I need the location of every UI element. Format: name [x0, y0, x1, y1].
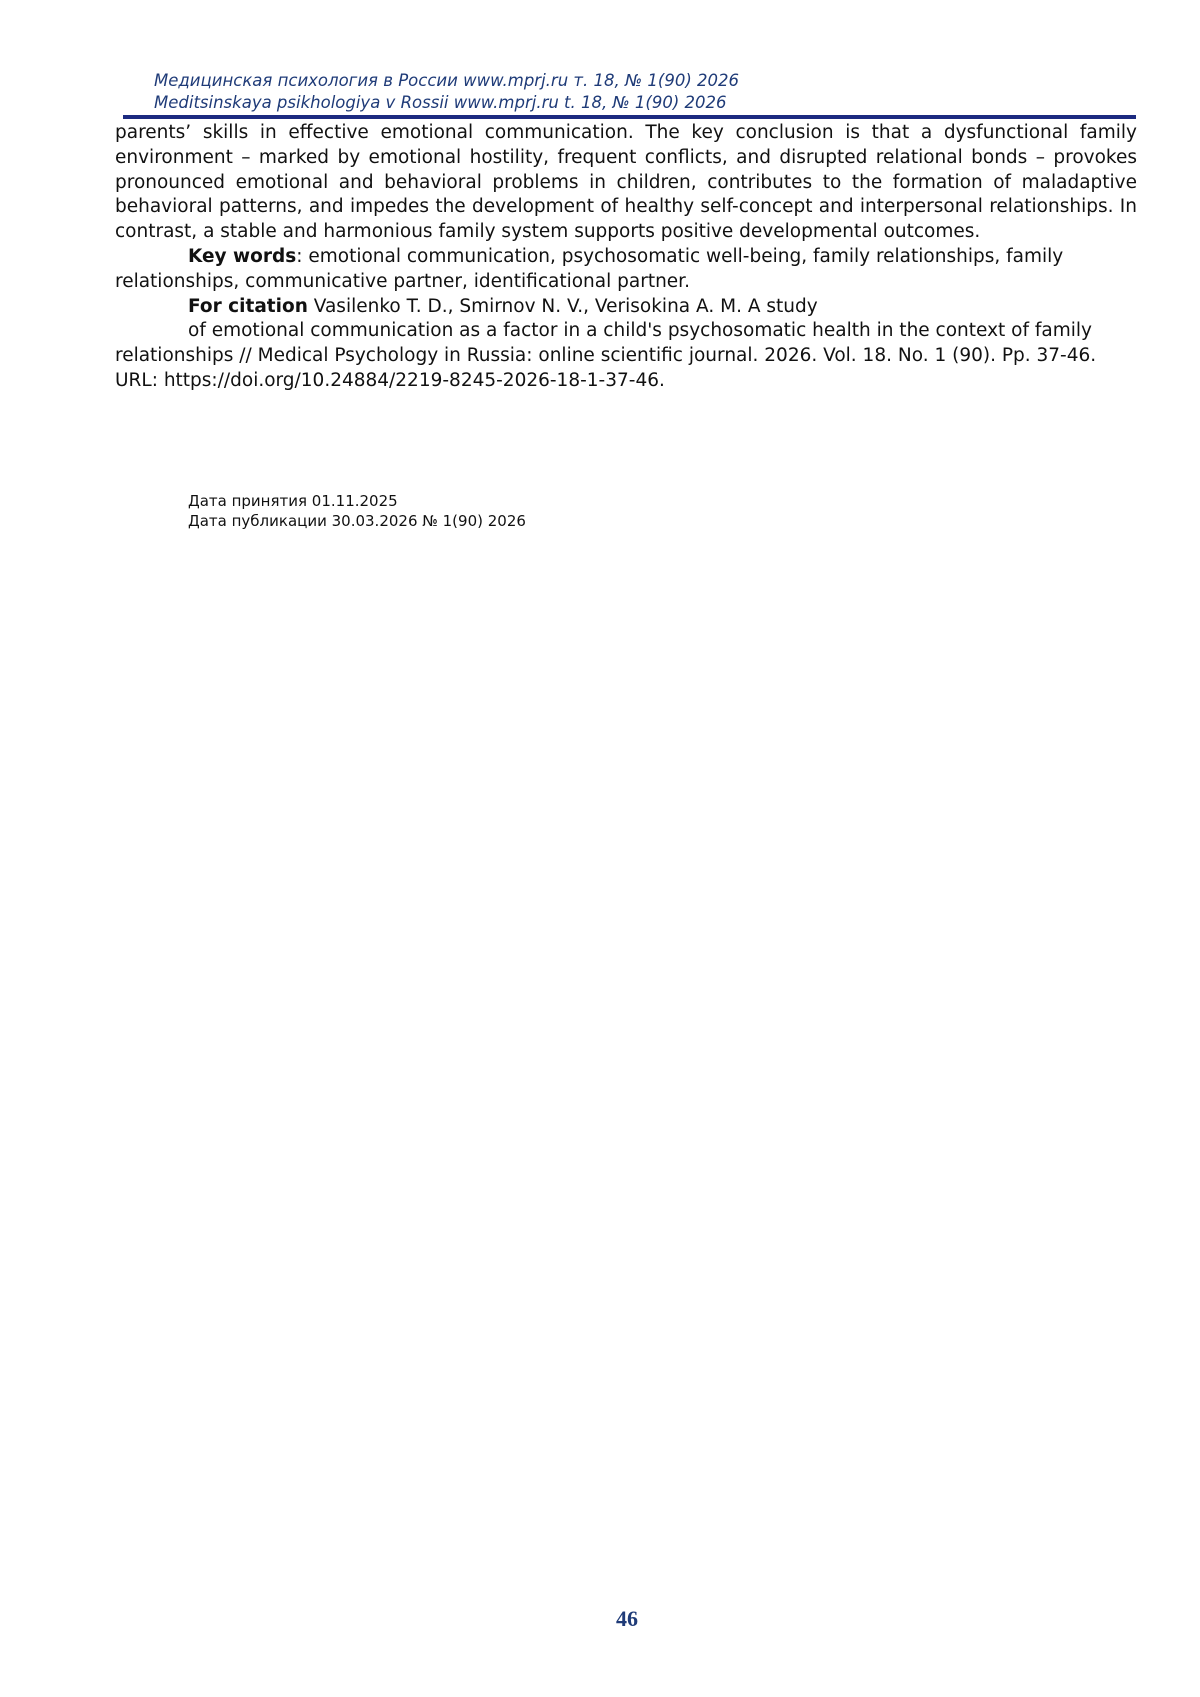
- citation-label: For citation: [188, 295, 308, 317]
- publication-dates: [188, 491, 526, 531]
- header-title-en: Meditsinskaya psikhologiya v Rossii www.mprj.ru t. 18, № 1(90) 2026: [154, 93, 727, 112]
- keywords-text: : emotional communication, psychosomatic well-being, family relationships, family relationships, communicative partner, identificational partner.: [115, 245, 1064, 292]
- page-number: 46: [616, 1606, 638, 1631]
- header-rule: [123, 115, 1136, 119]
- date-published: Дата публикации 30.03.2026 № 1(90) 2026: [188, 512, 526, 530]
- article-body: [115, 121, 1137, 394]
- header-title-ru: Медицинская психология в России www.mprj.ru т. 18, № 1(90) 2026: [154, 71, 739, 90]
- keywords-paragraph: [115, 245, 1137, 295]
- date-accepted: Дата принятия 01.11.2025: [188, 492, 398, 510]
- citation-authors: Vasilenko T. D., Smirnov N. V., Verisokina A. M. A study: [307, 295, 818, 317]
- citation-reference: of emotional communication as a factor in a child's psychosomatic health in the context of family relationships // Medical Psychology in Russia: online scientific journal. 2026. Vol. 18. No. 1 (90). Pp. 37-46. URL: https://doi.org/10.24884/2219-8245-2026-18-1-37-46.: [115, 320, 1097, 391]
- abstract-continuation: parents’ skills in effective emotional communication. The key conclusion is that a dysfunctional family environment – marked by emotional hostility, frequent conflicts, and disrupted relational bonds – provokes pronounced emotional and behavioral problems in children, contributes to the formation of maladaptive behavioral patterns, and impedes the development of healthy self-concept and interpersonal relationships. In contrast, a stable and harmonious family system supports positive developmental outcomes.: [115, 122, 1137, 243]
- citation-heading-line: [115, 295, 1137, 320]
- running-header: [154, 70, 739, 114]
- keywords-label: Key words: [188, 245, 297, 267]
